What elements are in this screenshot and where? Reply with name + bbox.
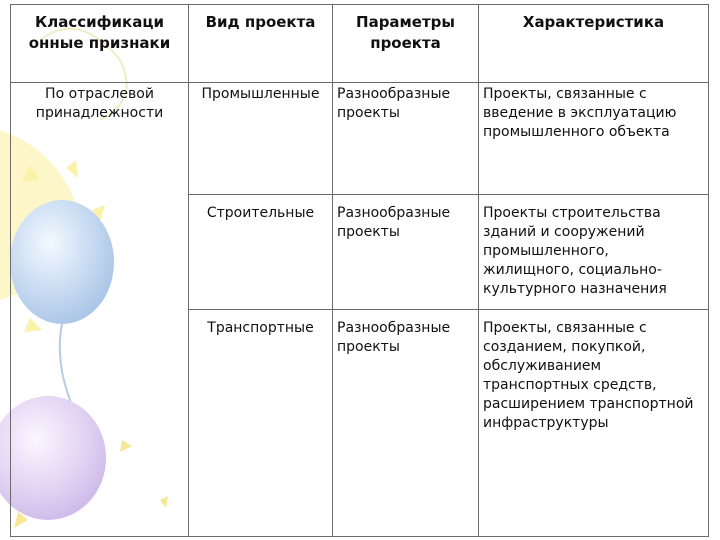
characteristic-cell: Проекты, связанные с введение в эксплуатацию промышленного объекта (479, 83, 709, 195)
project-type-cell: Строительные (189, 195, 333, 310)
projects-classification-table (10, 4, 709, 537)
project-params-cell: Разнообразные проекты (333, 83, 479, 195)
project-params-cell: Разнообразные проекты (333, 310, 479, 537)
table-row (11, 83, 709, 195)
classification-cell: По отраслевой принадлежности (11, 83, 189, 537)
header-project-params: Параметры проекта (333, 5, 479, 83)
header-characteristic: Характеристика (479, 5, 709, 83)
characteristic-cell: Проекты, связанные с созданием, покупкой, обслуживанием транспортных средств, расширением транспортной инфраструктуры (479, 310, 709, 537)
project-type-cell: Транспортные (189, 310, 333, 537)
header-project-type: Вид проекта (189, 5, 333, 83)
project-type-cell: Промышленные (189, 83, 333, 195)
project-params-cell: Разнообразные проекты (333, 195, 479, 310)
table-header-row (11, 5, 709, 83)
characteristic-cell: Проекты строительства зданий и сооружений промышленного, жилищного, социально-культурного назначения (479, 195, 709, 310)
header-classification: Классификаци онные признаки (11, 5, 189, 83)
